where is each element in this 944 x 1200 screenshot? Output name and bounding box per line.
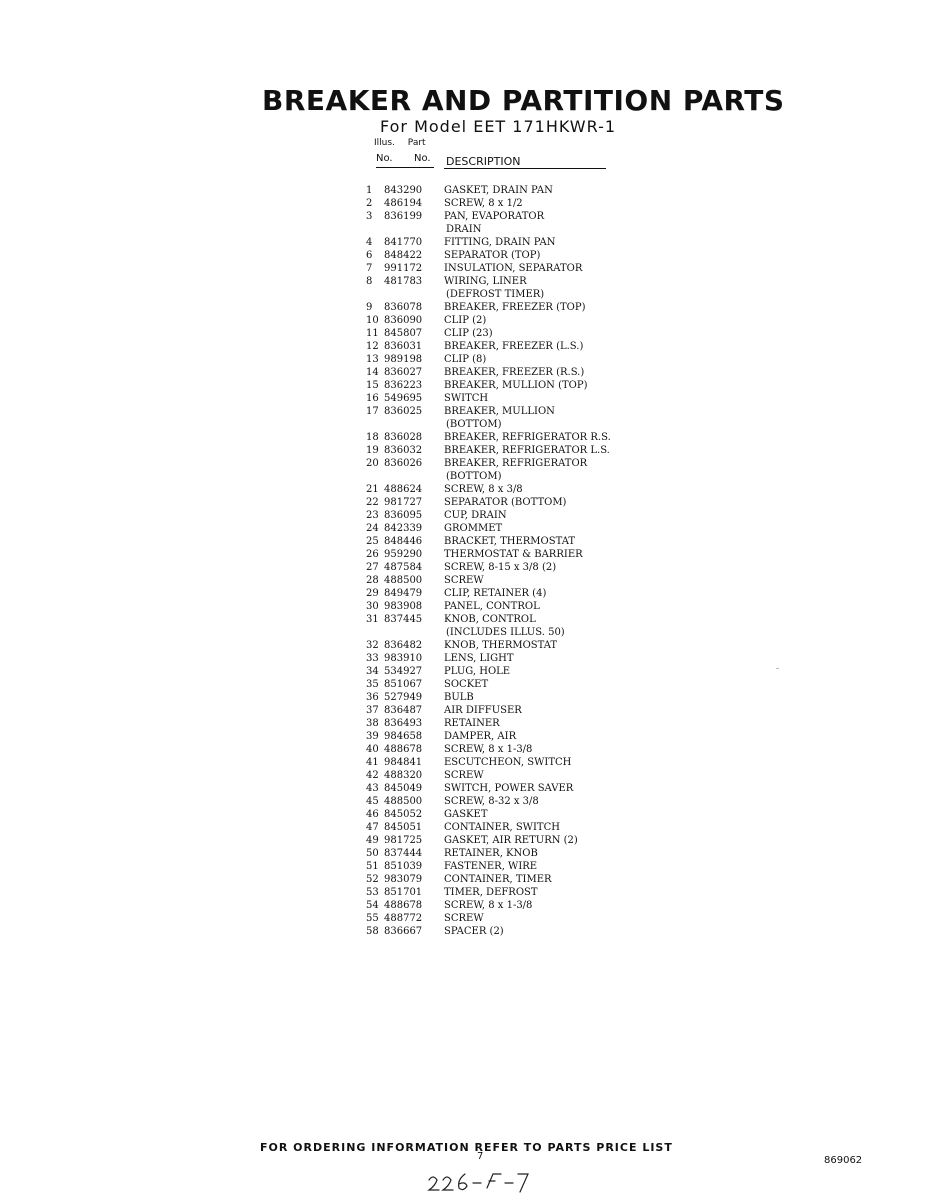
parts-row — [366, 184, 666, 197]
part-number: 836487 — [384, 705, 423, 716]
parts-row — [366, 496, 666, 509]
part-description: SEPARATOR (BOTTOM) — [444, 497, 567, 508]
part-description: SWITCH, POWER SAVER — [444, 783, 574, 794]
illus-number: 16 — [366, 393, 379, 404]
part-number: 983910 — [384, 653, 423, 664]
illus-number: 33 — [366, 653, 379, 664]
illus-number: 9 — [366, 302, 373, 313]
parts-row — [366, 483, 666, 496]
part-number: 845049 — [384, 783, 423, 794]
part-number: 984658 — [384, 731, 423, 742]
illus-number: 38 — [366, 718, 379, 729]
illus-number: 34 — [366, 666, 379, 677]
part-number: 488678 — [384, 900, 423, 911]
part-description: GASKET, DRAIN PAN — [444, 185, 553, 196]
part-number: 527949 — [384, 692, 423, 703]
part-number: 836095 — [384, 510, 423, 521]
parts-row — [366, 301, 666, 314]
part-number: 841770 — [384, 237, 423, 248]
parts-row — [366, 899, 666, 912]
header-rule-left — [376, 167, 434, 168]
illus-number: 20 — [366, 458, 379, 469]
part-number: 849479 — [384, 588, 423, 599]
parts-row — [366, 548, 666, 561]
part-description: GROMMET — [444, 523, 503, 534]
part-description: SCREW, 8 x 3/8 — [444, 484, 523, 495]
part-description: SCREW — [444, 575, 484, 586]
part-description: GASKET — [444, 809, 488, 820]
page-title: BREAKER AND PARTITION PARTS — [262, 84, 785, 117]
illus-number: 40 — [366, 744, 379, 755]
part-description: RETAINER — [444, 718, 500, 729]
part-number: 836026 — [384, 458, 423, 469]
illus-number: 14 — [366, 367, 379, 378]
illus-number: 31 — [366, 614, 379, 625]
part-number: 851067 — [384, 679, 423, 690]
part-number: 845052 — [384, 809, 423, 820]
part-description: BREAKER, FREEZER (R.S.) — [444, 367, 585, 378]
illus-number: 23 — [366, 510, 379, 521]
part-number: 983079 — [384, 874, 423, 885]
handwritten-note — [425, 1168, 535, 1196]
part-description: PANEL, CONTROL — [444, 601, 540, 612]
parts-row — [366, 600, 666, 613]
illus-number: 19 — [366, 445, 379, 456]
part-description: CONTAINER, SWITCH — [444, 822, 560, 833]
part-description: CLIP, RETAINER (4) — [444, 588, 547, 599]
parts-row — [366, 197, 666, 210]
part-number: 836025 — [384, 406, 423, 417]
scan-speck — [776, 668, 779, 669]
parts-row — [366, 392, 666, 405]
parts-row — [366, 587, 666, 600]
part-description: FITTING, DRAIN PAN — [444, 237, 556, 248]
part-number: 843290 — [384, 185, 423, 196]
part-description: SCREW — [444, 770, 484, 781]
illus-number: 43 — [366, 783, 379, 794]
part-description: GASKET, AIR RETURN (2) — [444, 835, 578, 846]
part-number: 549695 — [384, 393, 423, 404]
parts-row — [366, 379, 666, 392]
illus-number: 11 — [366, 328, 379, 339]
parts-row — [366, 470, 666, 483]
parts-row — [366, 340, 666, 353]
parts-row — [366, 873, 666, 886]
illus-number: 49 — [366, 835, 379, 846]
parts-row — [366, 678, 666, 691]
column-header-top — [374, 138, 436, 148]
illus-number: 51 — [366, 861, 379, 872]
part-label: Part — [407, 138, 426, 148]
illus-number: 29 — [366, 588, 379, 599]
parts-row — [366, 613, 666, 626]
parts-row — [366, 353, 666, 366]
part-number: 837445 — [384, 614, 423, 625]
part-description: (DEFROST TIMER) — [446, 289, 545, 300]
page-number: 7 — [477, 1151, 484, 1162]
illus-number: 3 — [366, 211, 373, 222]
part-description: SCREW, 8 x 1-3/8 — [444, 900, 533, 911]
illus-number: 52 — [366, 874, 379, 885]
part-description: BREAKER, REFRIGERATOR R.S. — [444, 432, 611, 443]
part-number: 848446 — [384, 536, 423, 547]
parts-row — [366, 509, 666, 522]
part-number: 836223 — [384, 380, 423, 391]
parts-row — [366, 574, 666, 587]
part-description: CUP, DRAIN — [444, 510, 507, 521]
part-description: LENS, LIGHT — [444, 653, 514, 664]
part-number: 836028 — [384, 432, 423, 443]
part-number: 984841 — [384, 757, 423, 768]
part-description: (INCLUDES ILLUS. 50) — [446, 627, 565, 638]
parts-row — [366, 314, 666, 327]
parts-row — [366, 288, 666, 301]
illus-number: 37 — [366, 705, 379, 716]
part-number: 488320 — [384, 770, 423, 781]
part-number: 836031 — [384, 341, 423, 352]
part-number: 488500 — [384, 796, 423, 807]
part-description: DAMPER, AIR — [444, 731, 517, 742]
part-description: (BOTTOM) — [446, 419, 502, 430]
part-description: BRACKET, THERMOSTAT — [444, 536, 576, 547]
part-number: 488624 — [384, 484, 423, 495]
part-description: BREAKER, MULLION (TOP) — [444, 380, 588, 391]
parts-row — [366, 886, 666, 899]
illus-number: 4 — [366, 237, 373, 248]
part-description: BREAKER, FREEZER (L.S.) — [444, 341, 584, 352]
illus-number: 12 — [366, 341, 379, 352]
part-description: DRAIN — [446, 224, 482, 235]
illus-number: 55 — [366, 913, 379, 924]
part-number: 836078 — [384, 302, 423, 313]
parts-row — [366, 730, 666, 743]
handwritten-note-drawing — [425, 1168, 535, 1196]
parts-row — [366, 405, 666, 418]
illus-number: 28 — [366, 575, 379, 586]
part-description: SWITCH — [444, 393, 489, 404]
part-number: 989198 — [384, 354, 423, 365]
illus-number: 18 — [366, 432, 379, 443]
part-number: 488678 — [384, 744, 423, 755]
illus-number: 35 — [366, 679, 379, 690]
part-number: 836199 — [384, 211, 423, 222]
part-description: SCREW, 8-32 x 3/8 — [444, 796, 539, 807]
part-description: INSULATION, SEPARATOR — [444, 263, 583, 274]
parts-row — [366, 912, 666, 925]
parts-row — [366, 704, 666, 717]
part-number: 836032 — [384, 445, 423, 456]
illus-number: 10 — [366, 315, 379, 326]
part-number: 851701 — [384, 887, 423, 898]
parts-row — [366, 327, 666, 340]
illus-number: 25 — [366, 536, 379, 547]
part-number: 836482 — [384, 640, 423, 651]
part-number: 487584 — [384, 562, 423, 573]
parts-row — [366, 665, 666, 678]
part-number: 488772 — [384, 913, 423, 924]
part-number: 845807 — [384, 328, 423, 339]
parts-row — [366, 847, 666, 860]
illus-number: 26 — [366, 549, 379, 560]
part-number: 845051 — [384, 822, 423, 833]
illus-number: 36 — [366, 692, 379, 703]
illus-number: 41 — [366, 757, 379, 768]
part-description: PLUG, HOLE — [444, 666, 511, 677]
parts-row — [366, 535, 666, 548]
parts-row — [366, 457, 666, 470]
illus-label: Illus. — [374, 138, 395, 148]
part-description: SPACER (2) — [444, 926, 504, 937]
parts-row — [366, 431, 666, 444]
parts-row — [366, 639, 666, 652]
part-description: AIR DIFFUSER — [444, 705, 522, 716]
illus-number: 58 — [366, 926, 379, 937]
part-description: WIRING, LINER — [444, 276, 527, 287]
part-description: KNOB, CONTROL — [444, 614, 536, 625]
header-rule-right — [444, 168, 606, 169]
part-description: SCREW, 8 x 1/2 — [444, 198, 523, 209]
illus-number: 22 — [366, 497, 379, 508]
parts-row — [366, 652, 666, 665]
part-number: 836090 — [384, 315, 423, 326]
part-description: SEPARATOR (TOP) — [444, 250, 541, 261]
illus-number: 6 — [366, 250, 373, 261]
ordering-footer: FOR ORDERING INFORMATION REFER TO PARTS PRICE LIST — [260, 1141, 673, 1154]
part-number: 991172 — [384, 263, 423, 274]
parts-row — [366, 236, 666, 249]
part-description: SCREW, 8 x 1-3/8 — [444, 744, 533, 755]
illus-number: 53 — [366, 887, 379, 898]
part-number: 534927 — [384, 666, 423, 677]
illus-number: 50 — [366, 848, 379, 859]
illus-number: 27 — [366, 562, 379, 573]
parts-row — [366, 366, 666, 379]
part-number: 836493 — [384, 718, 423, 729]
illus-number: 47 — [366, 822, 379, 833]
parts-row — [366, 782, 666, 795]
part-number: 837444 — [384, 848, 423, 859]
part-description: FASTENER, WIRE — [444, 861, 538, 872]
illus-number: 42 — [366, 770, 379, 781]
part-description: CLIP (8) — [444, 354, 487, 365]
parts-row — [366, 808, 666, 821]
part-description: CONTAINER, TIMER — [444, 874, 552, 885]
illus-number: 15 — [366, 380, 379, 391]
part-number: 842339 — [384, 523, 423, 534]
document-number: 869062 — [824, 1155, 863, 1166]
parts-row — [366, 756, 666, 769]
part-number: 481783 — [384, 276, 423, 287]
parts-row — [366, 795, 666, 808]
parts-row — [366, 561, 666, 574]
parts-row — [366, 444, 666, 457]
illus-number: 46 — [366, 809, 379, 820]
part-number: 848422 — [384, 250, 423, 261]
parts-row — [366, 769, 666, 782]
parts-row — [366, 210, 666, 223]
part-number: 959290 — [384, 549, 423, 560]
parts-row — [366, 249, 666, 262]
illus-number: 30 — [366, 601, 379, 612]
parts-row — [366, 834, 666, 847]
parts-row — [366, 262, 666, 275]
part-description: ESCUTCHEON, SWITCH — [444, 757, 572, 768]
part-description: CLIP (2) — [444, 315, 487, 326]
illus-number: 39 — [366, 731, 379, 742]
part-description: THERMOSTAT & BARRIER — [444, 549, 583, 560]
parts-row — [366, 743, 666, 756]
part-description: BREAKER, MULLION — [444, 406, 555, 417]
illus-number: 8 — [366, 276, 373, 287]
parts-row — [366, 717, 666, 730]
parts-row — [366, 275, 666, 288]
parts-row — [366, 691, 666, 704]
part-description: BREAKER, REFRIGERATOR — [444, 458, 588, 469]
parts-row — [366, 821, 666, 834]
part-description: BULB — [444, 692, 474, 703]
illus-number: 32 — [366, 640, 379, 651]
part-number: 488500 — [384, 575, 423, 586]
part-description: (BOTTOM) — [446, 471, 502, 482]
part-number: 981725 — [384, 835, 423, 846]
part-description: KNOB, THERMOSTAT — [444, 640, 558, 651]
parts-row — [366, 522, 666, 535]
illus-number: 54 — [366, 900, 379, 911]
illus-number: 13 — [366, 354, 379, 365]
parts-list — [366, 184, 666, 938]
illus-number: 45 — [366, 796, 379, 807]
part-description: RETAINER, KNOB — [444, 848, 538, 859]
part-description: SCREW, 8-15 x 3/8 (2) — [444, 562, 557, 573]
part-description: CLIP (23) — [444, 328, 493, 339]
part-description: SCREW — [444, 913, 484, 924]
parts-row — [366, 418, 666, 431]
illus-number: 24 — [366, 523, 379, 534]
part-number: 983908 — [384, 601, 423, 612]
column-illus-no: No. — [376, 153, 393, 164]
illus-number: 21 — [366, 484, 379, 495]
parts-row — [366, 925, 666, 938]
parts-row — [366, 223, 666, 236]
part-number: 836027 — [384, 367, 423, 378]
part-description: BREAKER, REFRIGERATOR L.S. — [444, 445, 610, 456]
column-part-no: No. — [414, 153, 431, 164]
part-number: 836667 — [384, 926, 423, 937]
part-description: PAN, EVAPORATOR — [444, 211, 545, 222]
illus-number: 17 — [366, 406, 379, 417]
parts-row — [366, 626, 666, 639]
part-description: BREAKER, FREEZER (TOP) — [444, 302, 586, 313]
illus-number: 7 — [366, 263, 373, 274]
part-number: 486194 — [384, 198, 423, 209]
illus-number: 1 — [366, 185, 373, 196]
part-description: SOCKET — [444, 679, 489, 690]
model-line: For Model EET 171HKWR-1 — [380, 117, 617, 136]
part-number: 851039 — [384, 861, 423, 872]
part-description: TIMER, DEFROST — [444, 887, 538, 898]
part-number: 981727 — [384, 497, 423, 508]
illus-number: 2 — [366, 198, 373, 209]
parts-row — [366, 860, 666, 873]
column-description: DESCRIPTION — [446, 155, 521, 168]
